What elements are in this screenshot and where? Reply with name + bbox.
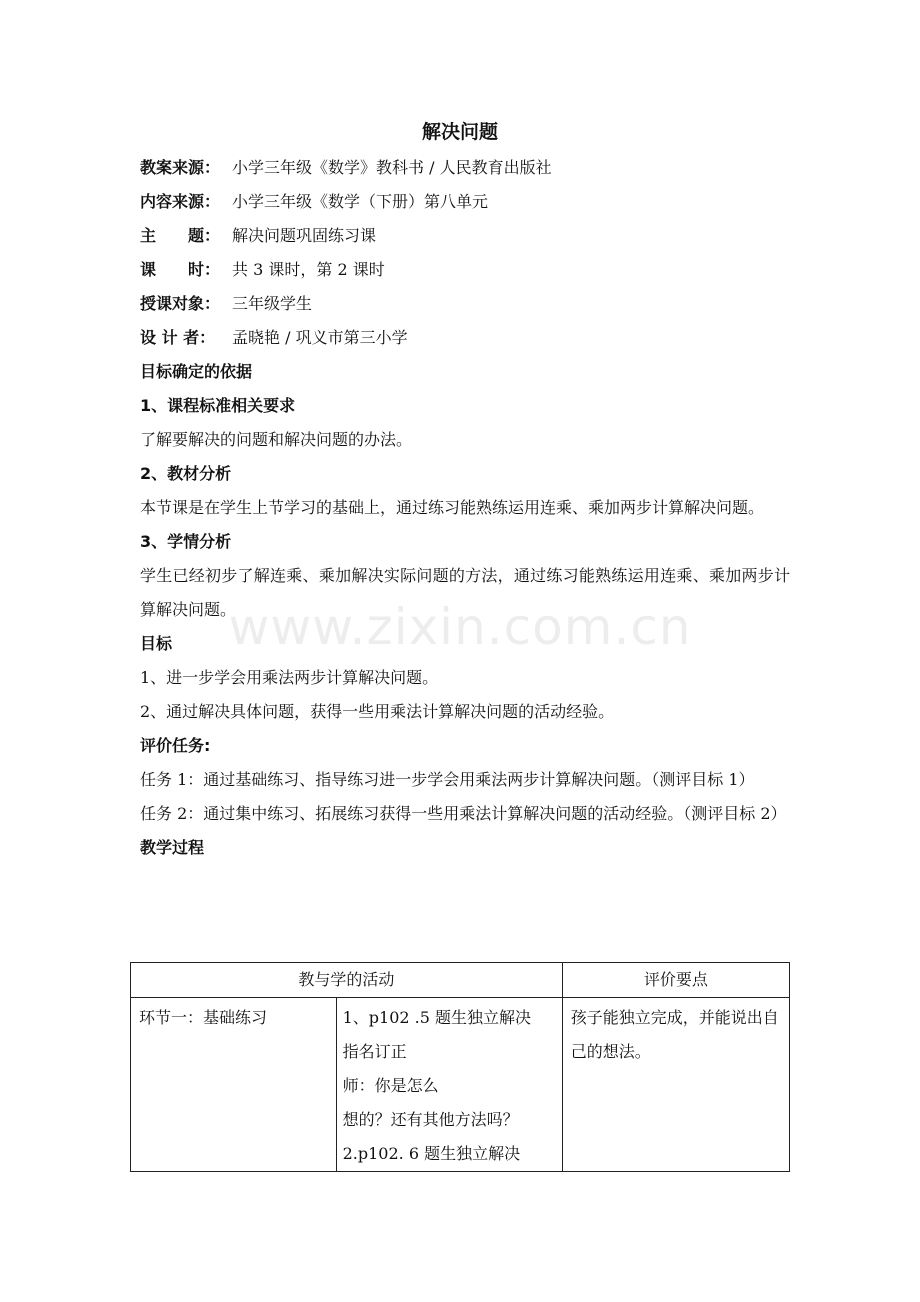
meta-label: 授课对象： bbox=[140, 294, 221, 313]
watermark: www.zixin.com.cn bbox=[228, 598, 692, 656]
meta-row-topic bbox=[140, 219, 790, 253]
activity-line: 2.p102. 6 题生独立解决 bbox=[342, 1144, 521, 1163]
task-item: 任务 1：通过基础练习、指导练习进一步学会用乘法两步计算解决问题。（测评目标 1） bbox=[140, 770, 755, 789]
meta-value: 解决问题巩固练习课 bbox=[232, 226, 377, 245]
goal-item: 1、进一步学会用乘法两步计算解决问题。 bbox=[140, 668, 439, 687]
section-heading-learners: 3、学情分析 bbox=[140, 532, 232, 551]
activity-line: 指名订正 bbox=[342, 1042, 407, 1061]
section-heading-standards: 1、课程标准相关要求 bbox=[140, 396, 296, 415]
document-title: 解决问题 bbox=[421, 121, 498, 143]
table-header-activities: 教与学的活动 bbox=[131, 963, 563, 998]
standards-text: 了解要解决的问题和解决问题的办法。 bbox=[140, 430, 413, 449]
task-item: 任务 2：通过集中练习、拓展练习获得一些用乘法计算解决问题的活动经验。（测评目标 2） bbox=[140, 804, 787, 823]
meta-row-source bbox=[140, 151, 790, 185]
evaluation-text: 孩子能独立完成，并能说出自己的想法。 bbox=[570, 1008, 779, 1061]
meta-label: 主 题： bbox=[140, 226, 221, 245]
section-heading-evaluation: 评价任务: bbox=[140, 736, 211, 755]
activity-line: 1、p102 .5 题生独立解决 bbox=[342, 1008, 532, 1027]
table-cell-stage bbox=[131, 998, 337, 1172]
teaching-process-table bbox=[130, 962, 790, 1172]
activity-lines bbox=[337, 998, 562, 1171]
meta-value: 小学三年级《数学》教科书 / 人民教育出版社 bbox=[232, 158, 552, 177]
table-header-evaluation: 评价要点 bbox=[562, 963, 789, 998]
meta-label: 设 计 者： bbox=[140, 328, 216, 347]
meta-label: 内容来源： bbox=[140, 192, 221, 211]
meta-row-content bbox=[140, 185, 790, 219]
section-heading-textbook: 2、教材分析 bbox=[140, 464, 232, 483]
textbook-text: 本节课是在学生上节学习的基础上，通过练习能熟练运用连乘、乘加两步计算解决问题。 bbox=[140, 498, 765, 517]
activity-line: 想的？还有其他方法吗？ bbox=[342, 1110, 519, 1129]
meta-row-designer bbox=[140, 321, 790, 355]
stage-label: 环节一：基础练习 bbox=[139, 1008, 268, 1027]
meta-label: 课 时： bbox=[140, 260, 221, 279]
table-row bbox=[131, 998, 790, 1172]
section-heading-goals: 目标 bbox=[140, 634, 173, 653]
learners-text: 学生已经初步了解连乘、乘加解决实际问题的方法，通过练习能熟练运用连乘、乘加两步计算解决问题。 bbox=[140, 566, 790, 619]
activity-line: 师：你是怎么 bbox=[342, 1076, 439, 1095]
meta-row-periods bbox=[140, 253, 790, 287]
goal-item: 2、通过解决具体问题，获得一些用乘法计算解决问题的活动经验。 bbox=[140, 702, 615, 721]
document-body bbox=[140, 151, 790, 865]
section-heading-process: 教学过程 bbox=[140, 838, 205, 857]
table-cell-activity bbox=[336, 998, 562, 1172]
meta-row-audience bbox=[140, 287, 790, 321]
meta-value: 三年级学生 bbox=[232, 294, 313, 313]
section-heading-basis: 目标确定的依据 bbox=[140, 362, 253, 381]
meta-label: 教案来源： bbox=[140, 158, 221, 177]
meta-value: 孟晓艳 / 巩义市第三小学 bbox=[232, 328, 408, 347]
table-header-row bbox=[131, 963, 790, 998]
meta-value: 小学三年级《数学（下册）第八单元 bbox=[232, 192, 489, 211]
table-cell-evaluation bbox=[562, 998, 789, 1172]
meta-value: 共 3 课时，第 2 课时 bbox=[232, 260, 385, 279]
